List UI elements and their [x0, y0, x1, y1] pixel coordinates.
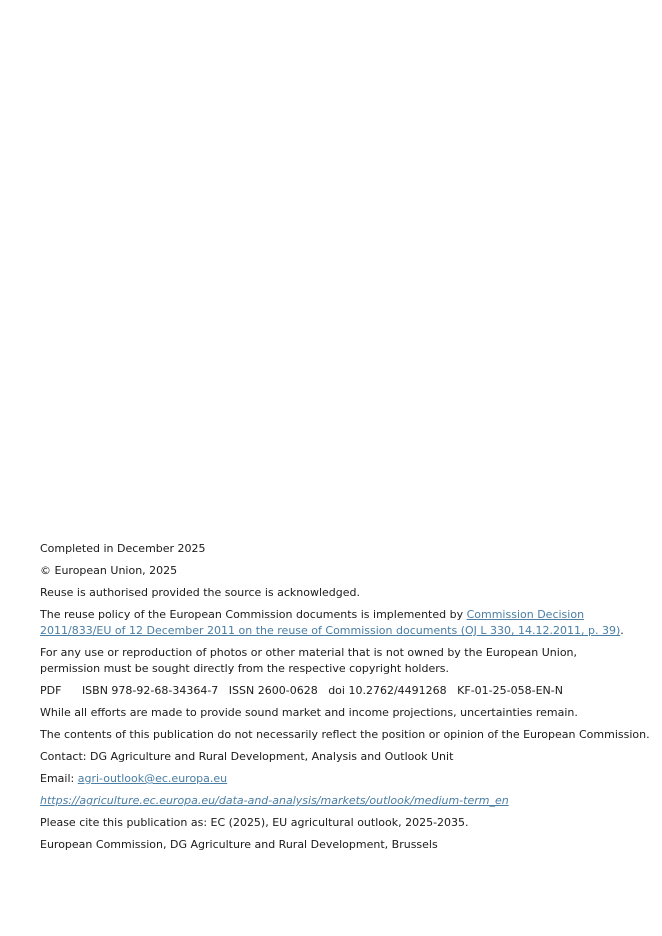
email-label: Email: [40, 772, 78, 785]
reuse-policy-text: The reuse policy of the European Commission documents is implemented by [40, 608, 467, 621]
format-label: PDF [40, 684, 62, 697]
reuse-statement: Reuse is authorised provided the source is acknowledged. [40, 586, 360, 599]
citation: Please cite this publication as: EC (2025), EU agricultural outlook, 2025-2035. [40, 816, 469, 829]
commission-decision-link[interactable]: Commission Decision 2011/833/EU of 12 December 2011 on the reuse of Commission documents (OJ L 330, 14.12.2011, p. 39) [40, 608, 621, 637]
publication-identifiers [40, 683, 624, 699]
completion-date: Completed in December 2025 [40, 542, 206, 555]
copyright-notice: © European Union, 2025 [40, 564, 178, 577]
contact-line: Contact: DG Agriculture and Rural Development, Analysis and Outlook Unit [40, 750, 454, 763]
catalogue-number: KF-01-25-058-EN-N [457, 684, 563, 697]
reuse-policy [40, 607, 624, 639]
url-line [40, 793, 624, 809]
email-link[interactable]: agri-outlook@ec.europa.eu [77, 772, 228, 785]
publisher: European Commission, DG Agriculture and Rural Development, Brussels [40, 838, 438, 851]
photo-permission-notice: For any use or reproduction of photos or other material that is not owned by the European Union, permission must be sought directly from the respective copyright holders. [40, 646, 578, 675]
reuse-policy-end: . [620, 624, 624, 637]
email-line [40, 771, 624, 787]
isbn: ISBN 978-92-68-34364-7 [81, 684, 219, 697]
imprint-block [40, 541, 650, 859]
projection-disclaimer: While all efforts are made to provide sound market and income projections, uncertainties remain. [40, 706, 578, 719]
issn: ISSN 2600-0628 [228, 684, 318, 697]
outlook-url-link[interactable]: https://agriculture.ec.europa.eu/data-and-analysis/markets/outlook/medium-term_en [40, 794, 509, 807]
doi: doi 10.2762/4491268 [328, 684, 447, 697]
views-disclaimer: The contents of this publication do not necessarily reflect the position or opinion of the European Commission. [40, 728, 650, 741]
